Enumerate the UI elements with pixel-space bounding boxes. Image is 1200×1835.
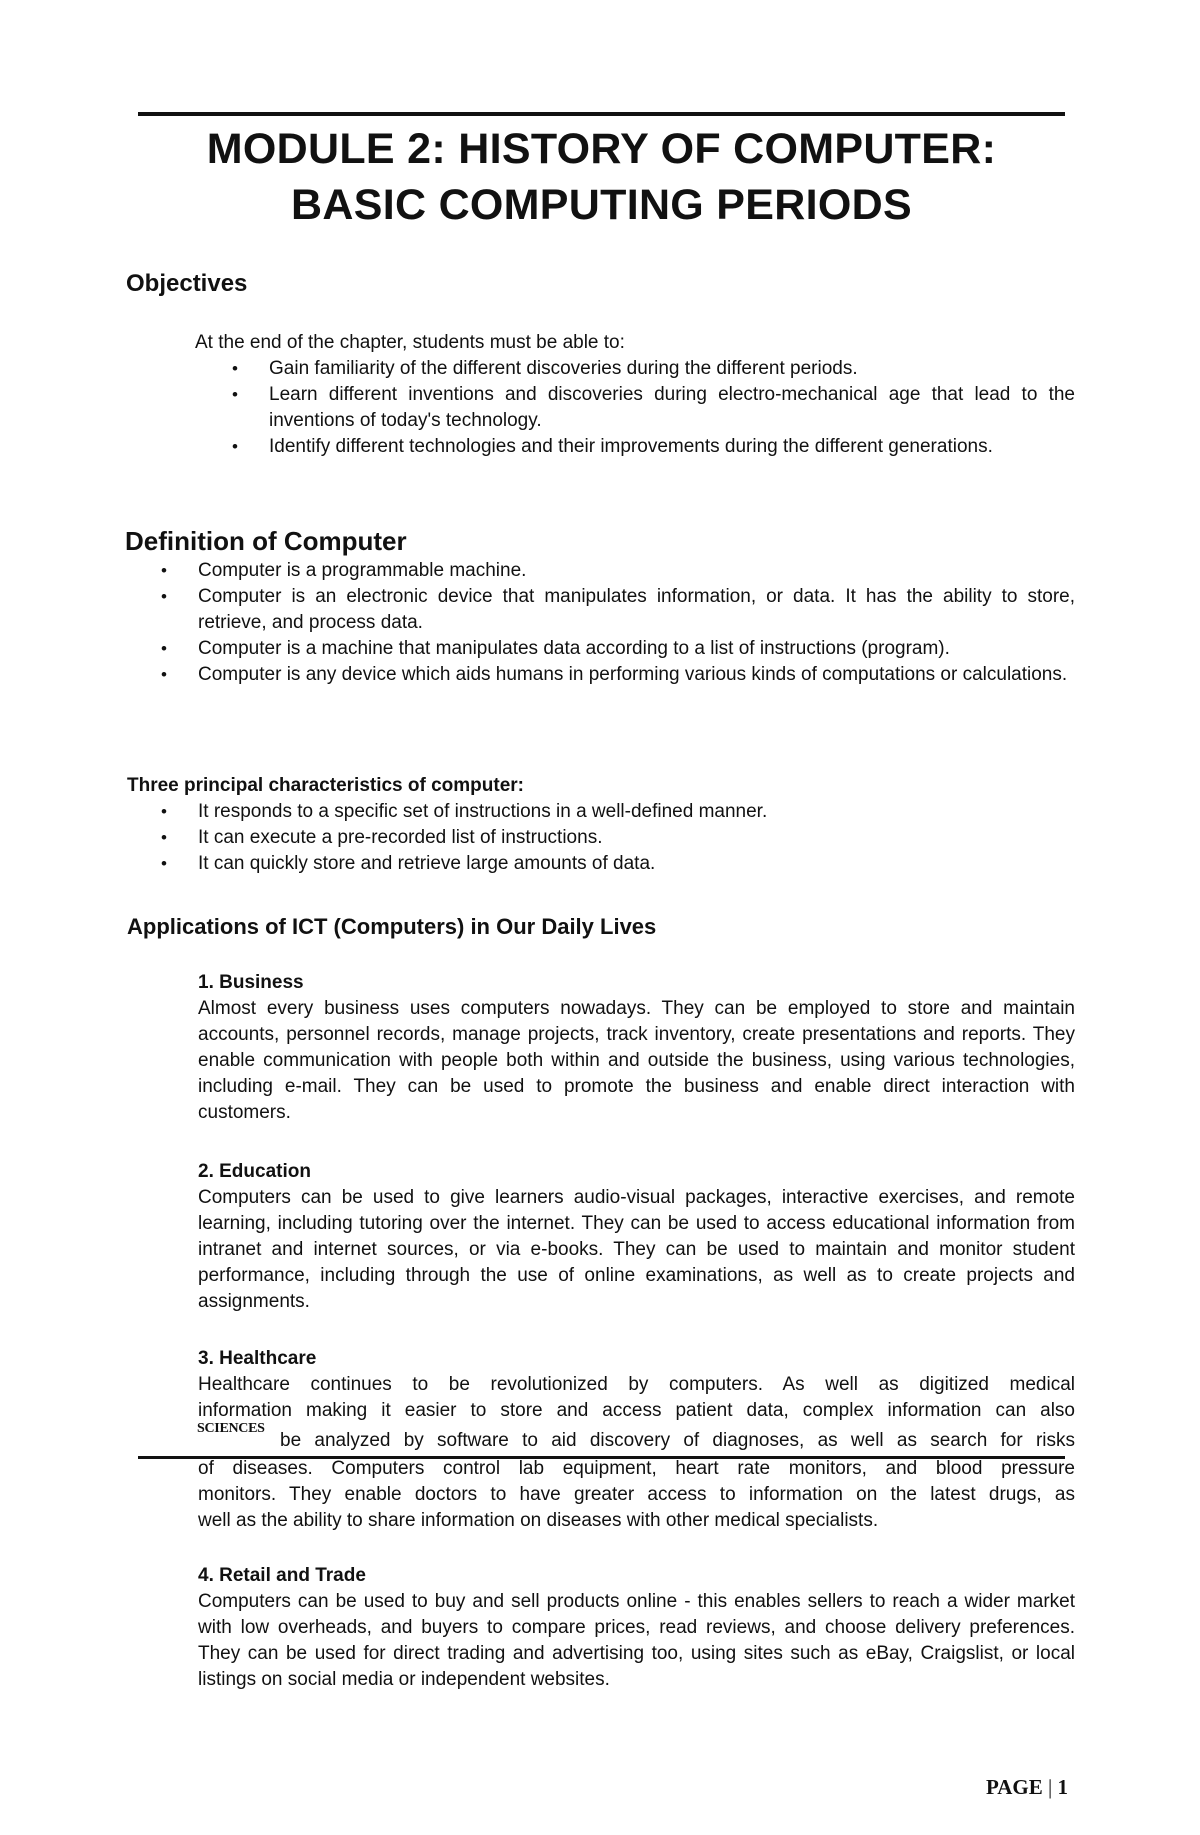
- top-rule: [138, 112, 1065, 116]
- page-footer: [986, 1774, 1068, 1800]
- healthcare-line-4: of diseases. Computers control lab equipment, heart rate monitors, and blood pressure: [198, 1458, 1075, 1479]
- healthcare-title: 3. Healthcare: [198, 1348, 317, 1369]
- list-item: • It can execute a pre-recorded list of instructions.: [198, 825, 1075, 851]
- list-item: • Learn different inventions and discoveries during electro-mechanical age that lead to the inventions of today's technology.: [232, 384, 1075, 431]
- definition-heading: Definition of Computer: [125, 526, 407, 556]
- list-item: • Computer is any device which aids humans in performing various kinds of computations or calculations.: [198, 662, 1075, 688]
- list-item: • Identify different technologies and their improvements during the different generations.: [269, 434, 1075, 460]
- healthcare-line-1: Healthcare continues to be revolutionized by computers. As well as digitized medical: [198, 1374, 1075, 1395]
- healthcare-line-2: information making it easier to store and access patient data, complex information can also: [198, 1400, 1075, 1421]
- list-item: • Computer is a programmable machine.: [198, 558, 1075, 584]
- objectives-intro: At the end of the chapter, students must be able to:: [195, 332, 625, 353]
- bullet-icon: •: [161, 854, 167, 873]
- bullet-icon: •: [161, 828, 167, 847]
- characteristics-heading: Three principal characteristics of computer:: [127, 775, 525, 796]
- business-text: Almost every business uses computers nowadays. They can be employed to store and maintain accounts, personnel records, manage projects, track inventory, create presentations and reports. They enable communication with people both within and outside the business, using various technologies, including e-mail. They can be used to promote the business and enable direct interaction with customers.: [198, 998, 1075, 1123]
- healthcare-line-3: be analyzed by software to aid discovery of diagnoses, as well as search for risks: [280, 1430, 1075, 1451]
- list-item: • It responds to a specific set of instructions in a well-defined manner.: [198, 799, 1075, 825]
- page-number: 1: [1057, 1775, 1068, 1799]
- bullet-icon: •: [161, 639, 167, 658]
- bullet-icon: •: [161, 587, 167, 606]
- retail-title: 4. Retail and Trade: [198, 1565, 366, 1586]
- education-text: Computers can be used to give learners audio-visual packages, interactive exercises, and remote learning, including tutoring over the internet. They can be used to access educational information from intranet and internet sources, or via e-books. They can be used to maintain and monitor student performance, including through the use of online examinations, as well as to create projects and assignments.: [198, 1187, 1075, 1312]
- objectives-heading: Objectives: [126, 270, 248, 297]
- characteristics-list: [161, 799, 1075, 877]
- bullet-icon: •: [161, 802, 167, 821]
- definition-list: [161, 558, 1075, 688]
- bullet-icon: •: [232, 385, 238, 404]
- list-item: • Computer is a machine that manipulates data according to a list of instructions (program).: [198, 636, 1075, 662]
- education-title: 2. Education: [198, 1161, 311, 1182]
- bullet-icon: •: [232, 359, 238, 378]
- header-label: SCIENCES: [197, 1421, 265, 1436]
- objectives-list: [232, 356, 1075, 460]
- list-item: • It can quickly store and retrieve large amounts of data.: [198, 851, 1075, 877]
- business-title: 1. Business: [198, 972, 304, 993]
- healthcare-line-5: monitors. They enable doctors to have greater access to information on the latest drugs, as: [198, 1484, 1075, 1505]
- footer-separator: |: [1048, 1775, 1053, 1799]
- bullet-icon: •: [232, 437, 238, 456]
- retail-text: Computers can be used to buy and sell products online - this enables sellers to reach a wider market with low overheads, and buyers to compare prices, read reviews, and choose delivery preferences. They can be used for direct trading and advertising too, using sites such as eBay, Craigslist, or local listings on social media or independent websites.: [198, 1591, 1075, 1690]
- healthcare-line-6: well as the ability to share information on diseases with other medical specialists.: [198, 1510, 879, 1531]
- list-item: • Gain familiarity of the different discoveries during the different periods.: [269, 356, 1075, 382]
- page-title-line-1: MODULE 2: HISTORY OF COMPUTER:: [206, 125, 997, 173]
- list-item: • Computer is an electronic device that manipulates information, or data. It has the ability to store, retrieve, and process data.: [161, 586, 1075, 633]
- footer-label: PAGE: [986, 1775, 1043, 1799]
- applications-heading: Applications of ICT (Computers) in Our Daily Lives: [127, 914, 657, 939]
- bullet-icon: •: [161, 665, 167, 684]
- page-title-line-2: BASIC COMPUTING PERIODS: [291, 181, 912, 229]
- bullet-icon: •: [161, 561, 167, 580]
